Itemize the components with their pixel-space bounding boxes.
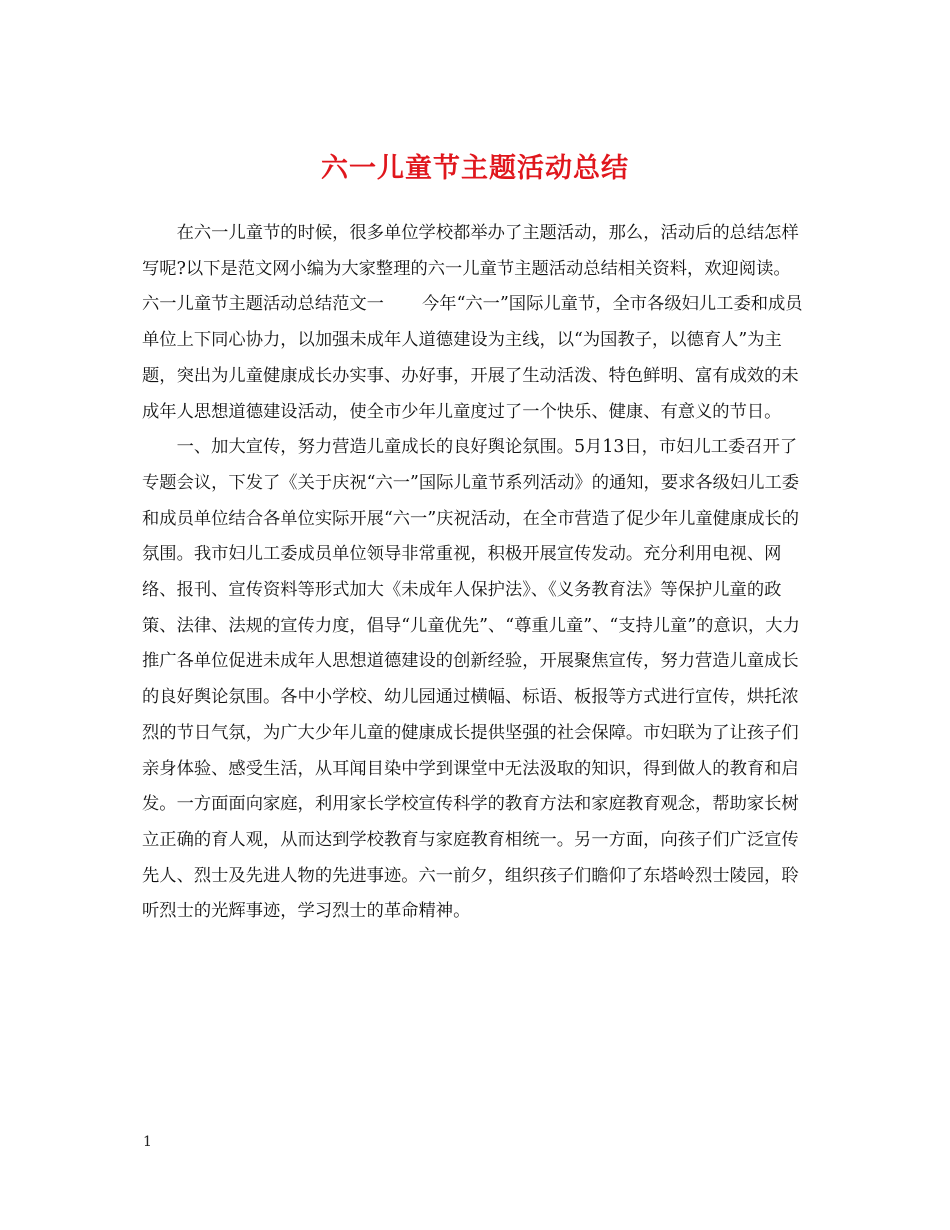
sample-heading: 六一儿童节主题活动总结范文一 <box>142 294 384 315</box>
sample-one-paragraph <box>142 287 809 430</box>
section-one-paragraph: 一、加大宣传，努力营造儿童成长的良好舆论氛围。5月13日，市妇儿工委召开了专题会议，下发了《关于庆祝“六一”国际儿童节系列活动》的通知，要求各级妇儿工委和成员单位结合各单位实际开展“六一”庆祝活动，在全市营造了促少年儿童健康成长的氛围。我市妇儿工委成员单位领导非常重视，积极开展宣传发动。充分利用电视、网络、报刊、宣传资料等形式加大《未成年人保护法》、《义务教育法》等保护儿童的政策、法律、法规的宣传力度，倡导“儿童优先”、“尊重儿童”、“支持儿童”的意识，大力推广各单位促进未成年人思想道德建设的创新经验，开展聚焦宣传，努力营造儿童成长的良好舆论氛围。各中小学校、幼儿园通过横幅、标语、板报等方式进行宣传，烘托浓烈的节日气氛，为广大少年儿童的健康成长提供坚强的社会保障。市妇联为了让孩子们亲身体验、感受生活，从耳闻目染中学到课堂中无法汲取的知识，得到做人的教育和启发。一方面面向家庭，利用家长学校宣传科学的教育方法和家庭教育观念，帮助家长树立正确的育人观，从而达到学校教育与家庭教育相统一。另一方面，向孩子们广泛宣传先人、烈士及先进人物的先进事迹。六一前夕，组织孩子们瞻仰了东塔岭烈士陵园，聆听烈士的光辉事迹，学习烈士的革命精神。 <box>142 437 800 922</box>
sample-body: 今年“六一”国际儿童节，全市各级妇儿工委和成员单位上下同心协力，以加强未成年人道德建设为主线，以“为国教子，以德育人”为主题，突出为儿童健康成长办实事、办好事，开展了生动活泼、特色鲜明、富有成效的未成年人思想道德建设活动，使全市少年儿童度过了一个快乐、健康、有意义的节日。 <box>142 294 803 422</box>
page-number: 1 <box>143 1134 152 1150</box>
intro-paragraph: 在六一儿童节的时候，很多单位学校都举办了主题活动，那么，活动后的总结怎样写呢?以下是范文网小编为大家整理的六一儿童节主题活动总结相关资料，欢迎阅读。 <box>142 223 799 279</box>
document-body <box>142 216 809 930</box>
document-title: 六一儿童节主题活动总结 <box>321 153 629 184</box>
